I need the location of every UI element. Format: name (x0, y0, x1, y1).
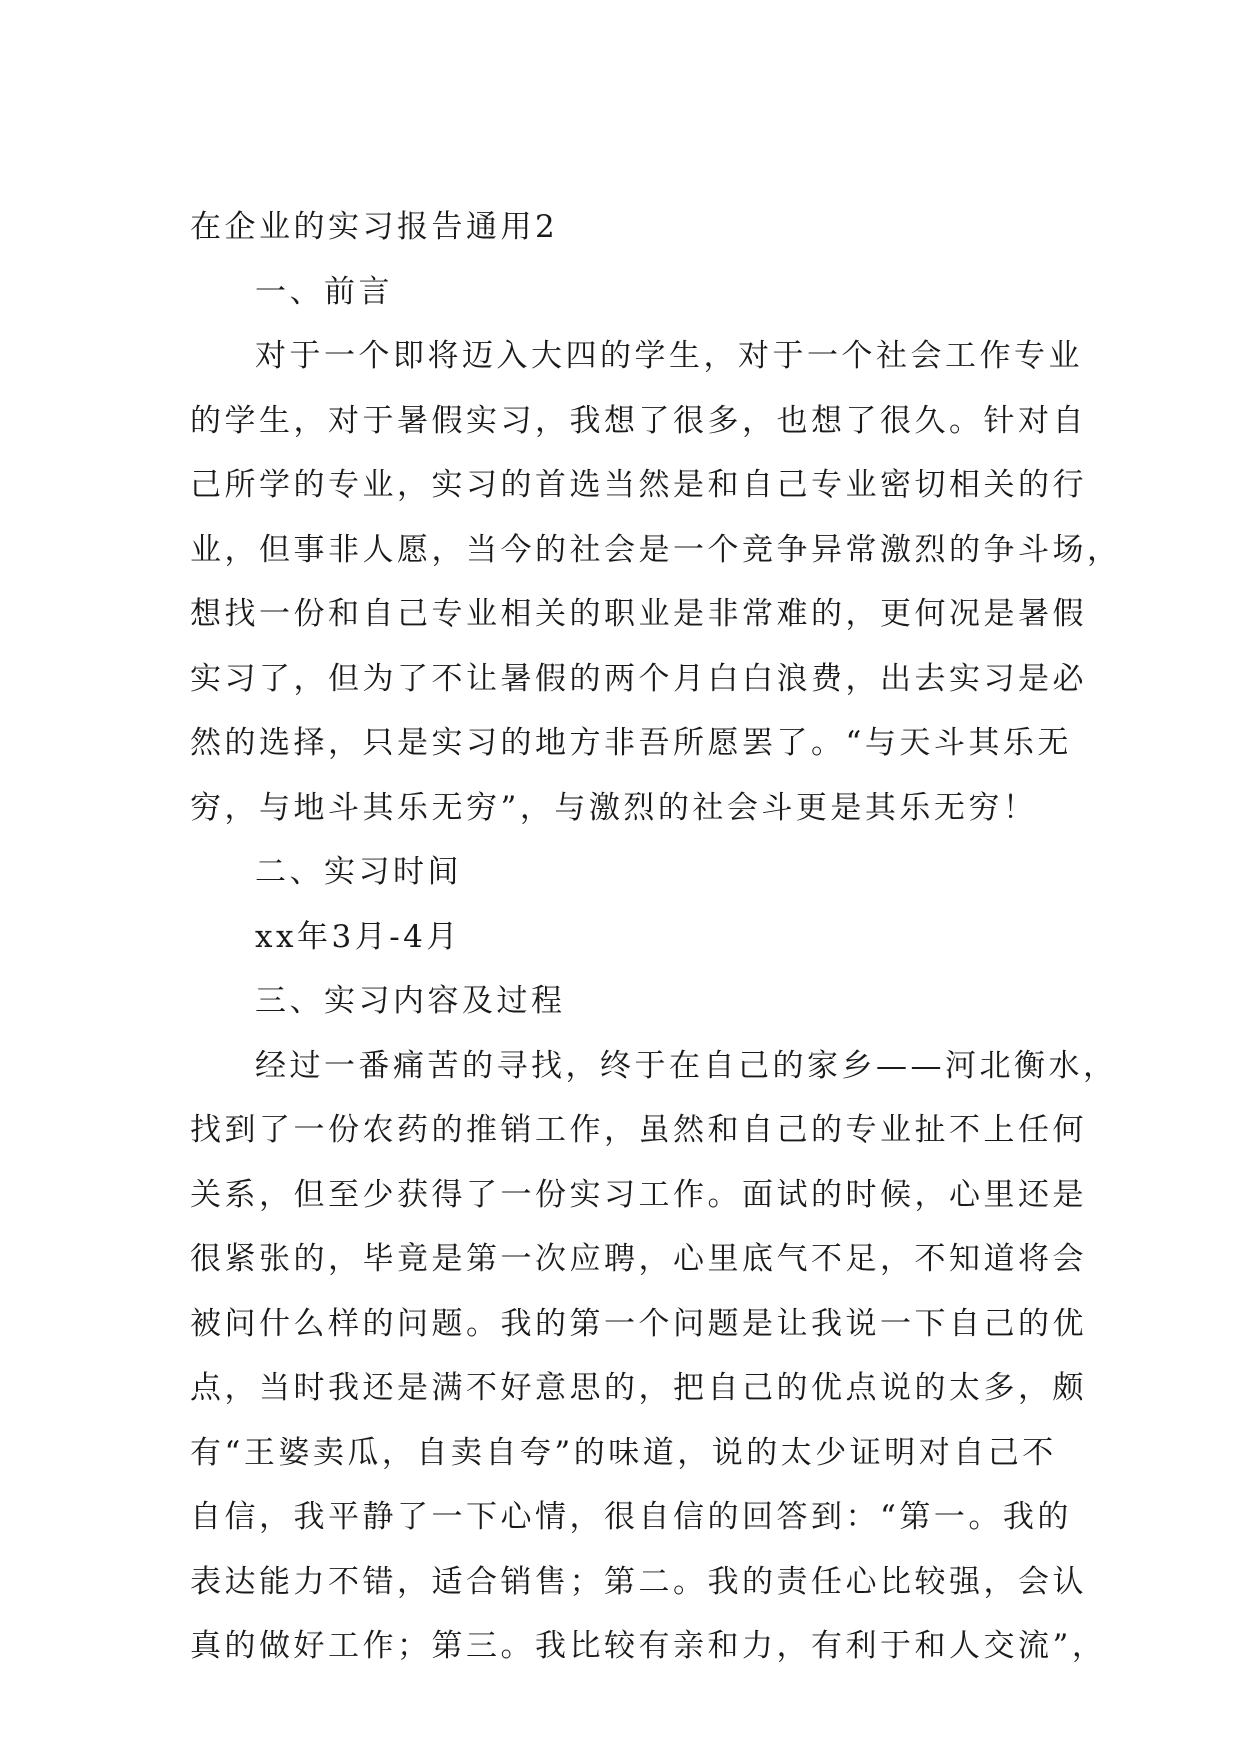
paragraph-line: 经过一番痛苦的寻找，终于在自己的家乡——河北衡水， (255, 1047, 1118, 1084)
internship-period: xx年3月-4月 (255, 918, 461, 955)
paragraph-line: 对于一个即将迈入大四的学生，对于一个社会工作专业 (255, 338, 1083, 374)
paragraph-line: 有“王婆卖瓜，自卖自夸”的味道，说的太少证明对自己不 (190, 1434, 1057, 1471)
paragraph-line: 很紧张的，毕竟是第一次应聘，心里底气不足，不知道将会 (190, 1241, 1087, 1277)
paragraph-line: 关系，但至少获得了一份实习工作。面试的时候，心里还是 (190, 1176, 1087, 1213)
paragraph-line: 业，但事非人愿，当今的社会是一个竞争异常激烈的争斗场， (190, 531, 1122, 568)
section-heading: 一、前言 (255, 273, 393, 310)
paragraph-line: 自信，我平静了一下心情，很自信的回答到：“第一。我的 (190, 1499, 1072, 1535)
document-page (190, 195, 1122, 1679)
paragraph-line: 真的做好工作；第三。我比较有亲和力，有利于和人交流”， (190, 1628, 1107, 1664)
paragraph-line: 实习了，但为了不让暑假的两个月白白浪费，出去实习是必 (190, 660, 1087, 697)
paragraph-line: 找到了一份农药的推销工作，虽然和自己的专业扯不上任何 (190, 1112, 1087, 1148)
paragraph-line: 点，当时我还是满不好意思的，把自己的优点说的太多，颇 (190, 1370, 1087, 1406)
paragraph-line: 被问什么样的问题。我的第一个问题是让我说一下自己的优 (190, 1305, 1087, 1342)
paragraph-line: 想找一份和自己专业相关的职业是非常难的，更何况是暑假 (190, 596, 1087, 632)
section-heading: 三、实习内容及过程 (255, 983, 566, 1019)
paragraph-line: 穷，与地斗其乐无穷”，与激烈的社会斗更是其乐无穷！ (190, 789, 1038, 826)
paragraph-line: 的学生，对于暑假实习，我想了很多，也想了很久。针对自 (190, 402, 1087, 439)
section-heading: 二、实习时间 (255, 854, 462, 890)
paragraph-line: 然的选择，只是实习的地方非吾所愿罢了。“与天斗其乐无 (190, 725, 1072, 761)
document-title: 在企业的实习报告通用2 (190, 209, 559, 245)
paragraph-line: 表达能力不错，适合销售；第二。我的责任心比较强，会认 (190, 1563, 1087, 1600)
paragraph-line: 己所学的专业，实习的首选当然是和自己专业密切相关的行 (190, 467, 1087, 503)
